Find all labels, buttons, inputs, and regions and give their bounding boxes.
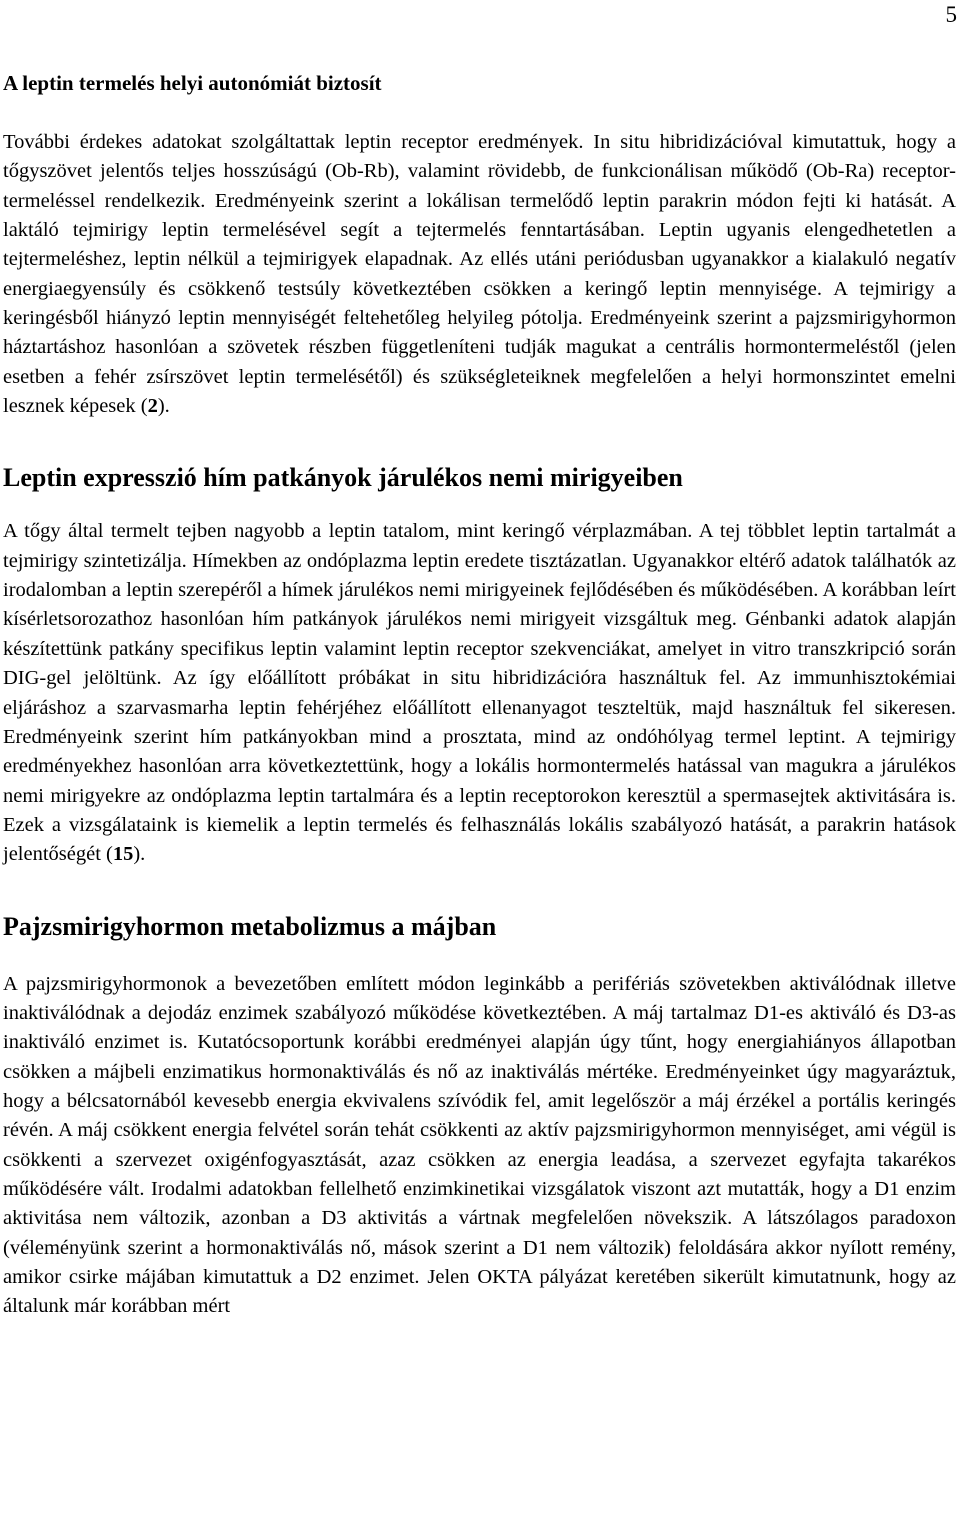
section-heading-thyroid-liver: Pajzsmirigyhormon metabolizmus a májban — [3, 911, 497, 941]
section-heading-leptin-expression: Leptin expresszió hím patkányok járulékos nemi mirigyeiben — [3, 463, 683, 493]
paragraph-leptin-expression — [3, 517, 956, 869]
paragraph-leptin-local-autonomy — [3, 128, 956, 421]
reference-number: 15 — [112, 843, 134, 866]
paragraph-text: A tőgy által termelt tejben nagyobb a leptin tatalom, mint keringő vérplazmában. A tej többlet leptin tartalmát a tejmirigy szintetizálja. Hímekben az ondóplazma leptin eredete tisztázatlan. Ugyanakkor eltérő adatok találhatók az irodalomban a leptin szerepéről a hímek járulékos nemi mirigyeinek fejlődésében és működésében. A korábban leírt kísérletsorozathoz hasonlóan hím patkányok járulékos nemi mirigyeit vizsgáltuk meg. Génbanki adatok alapján készítettünk patkány specifikus leptin valamint leptin receptor szekvenciákat, amelyet in vitro transzkripció során DIG-gel jelöltünk. Az így előállított próbákat in situ hibridizációra használtuk fel. Az immunhisztokémiai eljáráshoz a szarvasmarha leptin fehérjéhez előállított ellenanyagot teszteltük, majd használtuk fel sikeresen. Eredményeink szerint hím patkányokban mind a prosztata, mind az ondóhólyag termel leptint. A tejmirigy eredményekhez hasonlóan arra következtettünk, hogy a lokális hormontermelés hatással van magukra a járulékos nemi mirigyekre az ondóplazma leptin tartalmára és a leptin receptorokon keresztül a spermasejtek aktivitására is. Ezek a vizsgálataink is kiemelik a leptin termelés és felhasználás lokális szabályozó hatását, a parakrin hatások jelentőségét ( — [3, 520, 956, 866]
paragraph-text-end: ). — [157, 395, 170, 418]
page-number: 5 — [945, 2, 957, 27]
reference-number: 2 — [147, 395, 158, 418]
paragraph-text: További érdekes adatokat szolgáltattak leptin receptor eredmények. In situ hibridizációval kimutattuk, hogy a tőgyszövet jelentős teljes hosszúságú (Ob-Rb), valamint rövidebb, de funkcionálisan működő (Ob-Ra) receptor-termeléssel rendelkezik. Eredményeink szerint a lokálisan termelődő leptin parakrin módon fejti ki hatását. A laktáló tejmirigy leptin termelésével segít a tejtermelés fenntartásában. Leptin ugyanis elengedhetetlen a tejtermeléshez, leptin nélkül a tejmirigyek elapadnak. Az ellés utáni periódusban ugyanakkor a kialakuló negatív energiaegyensúly és csökkenő testsúly következtében csökken a keringő leptin mennyisége. A tejmirigy a keringésből hiányzó leptin mennyiségét feltehetőleg helyileg pótolja. Eredményeink szerint a pajzsmirigyhormon háztartáshoz hasonlóan a szövetek részben függetleníteni tudják magukat a centrális hormontermeléstől (jelen esetben a fehér zsírszövet leptin termelésétől) és szükségleteiknek megfelelően a helyi hormonszintet emelni lesznek képesek ( — [3, 131, 956, 418]
section-heading-leptin-local-autonomy: A leptin termelés helyi autonómiát biztosít — [3, 71, 382, 95]
page-content — [3, 68, 956, 1322]
paragraph-thyroid-liver: A pajzsmirigyhormonok a bevezetőben említett módon leginkább a perifériás szövetekben aktiválódnak illetve inaktiválódnak a dejodáz enzimek szabályozó működése következtében. A máj tartalmaz D1-es aktiváló és D3-as inaktiváló enzimet is. Kutatócsoportunk korábbi eredményei alapján úgy tűnt, hogy energiahiányos állapotban csökken a májbeli enzimatikus hormonaktiválás és nő az inaktiválás mértéke. Eredményeinket úgy magyaráztuk, hogy a bélcsatornából kevesebb energia ekvivalens szívódik fel, amit legelőször a máj érzékel a portális keringés révén. A máj csökkent energia felvétel során tehát csökkenti az aktív pajzsmirigyhormon mennyiséget, ami végül is csökkenti a szervezet oxigénfogyasztását, azaz csökken az energia leadása, a szervezet egyfajta takarékos működésére vált. Irodalmi adatokban fellelhető enzimkinetikai vizsgálatok viszont azt mutatták, hogy a D1 enzim aktivitása nem változik, azonban a D3 aktivitás a vártnak megfelelően növekszik. A látszólagos paradoxon (véleményünk szerint a hormonaktiválás nő, mások szerint a D1 nem változik) feloldására akkor nyílott remény, amikor csirke májában kimutattuk a D2 enzimet. Jelen OKTA pályázat keretében sikerült kimutatnunk, hogy az általunk már korábban mért — [3, 972, 956, 1318]
paragraph-text-end: ). — [133, 843, 146, 866]
